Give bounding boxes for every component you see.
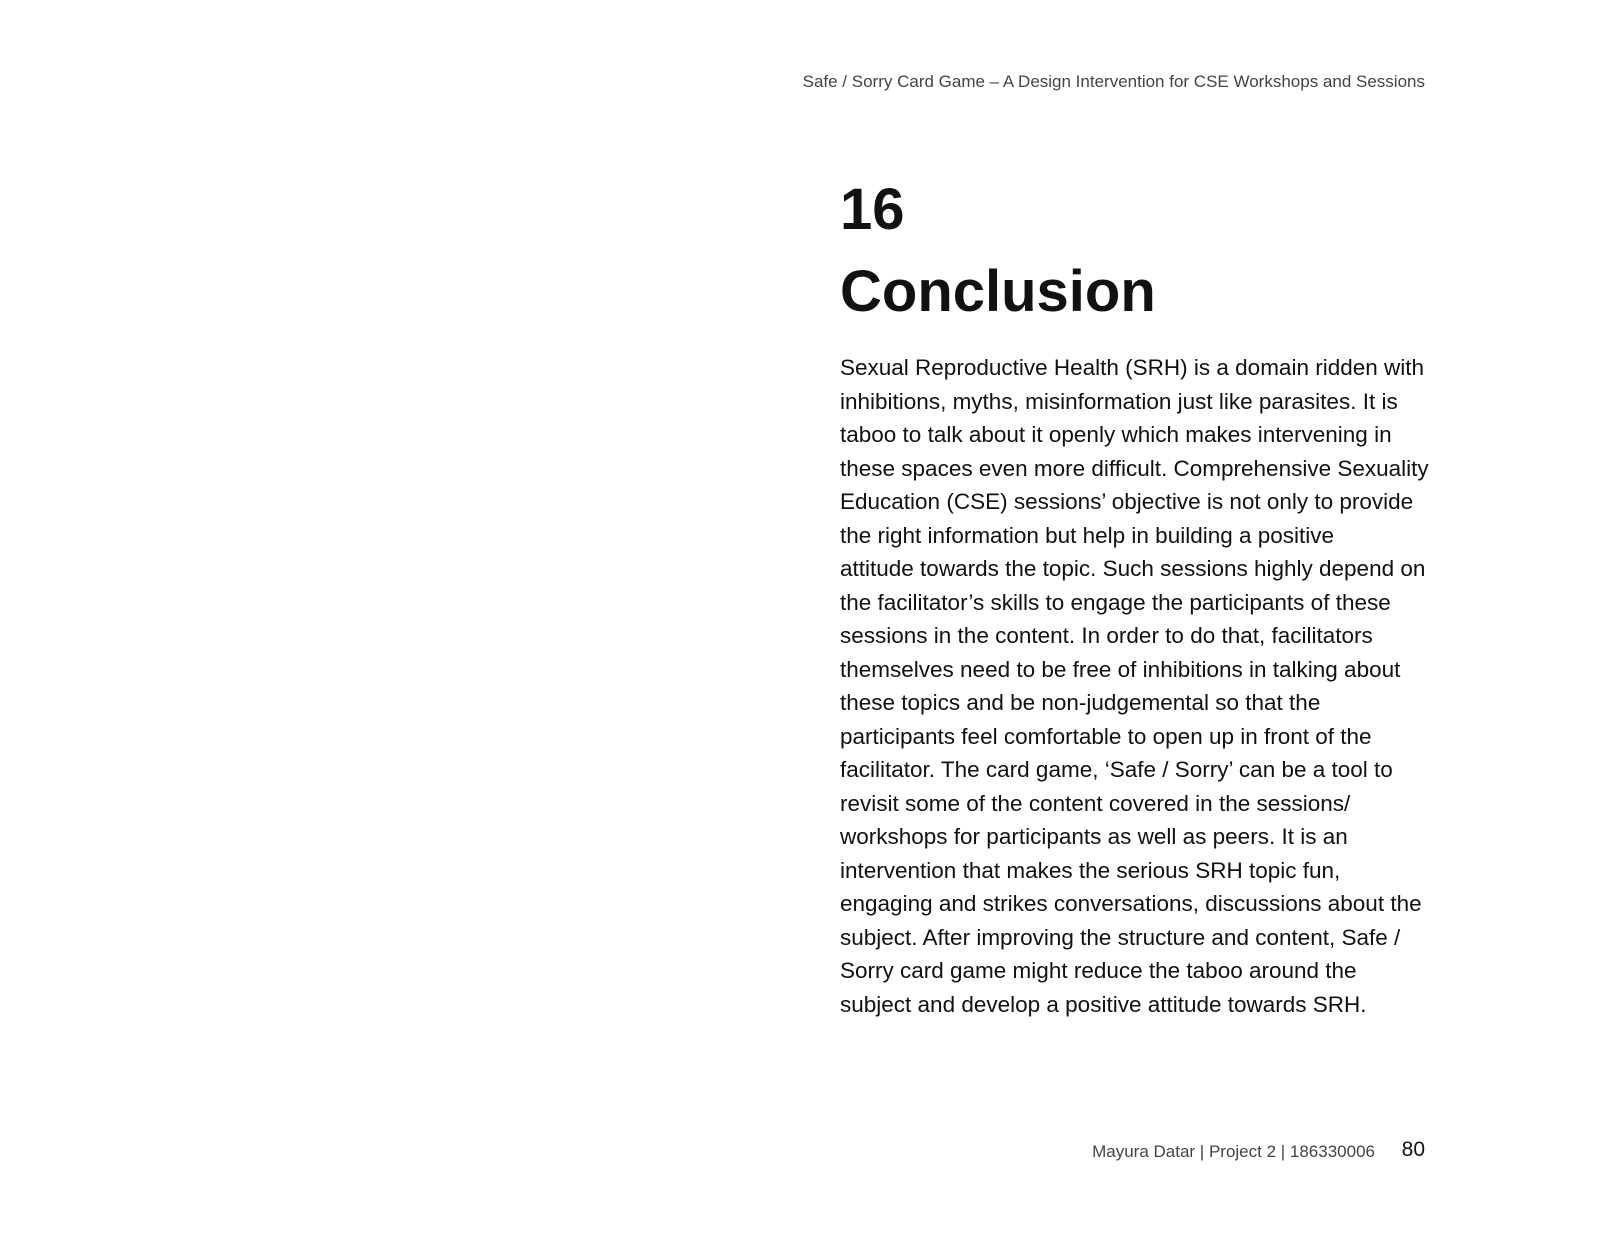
body-line: subject. After improving the structure and content, Safe / (840, 924, 1401, 950)
body-line: these spaces even more difficult. Comprehensive Sexuality (840, 455, 1429, 481)
chapter-number: 16 (840, 177, 905, 242)
body-paragraph (840, 351, 1465, 1021)
body-line: facilitator. The card game, ‘Safe / Sorry’ can be a tool to (840, 757, 1393, 782)
page-number: 80 (1401, 1138, 1425, 1161)
body-line: revisit some of the content covered in the sessions/ (840, 790, 1351, 816)
body-line: intervention that makes the serious SRH topic fun, (840, 857, 1341, 883)
body-line: taboo to talk about it openly which makes intervening in (840, 422, 1392, 447)
body-line: subject and develop a positive attitude towards SRH. (840, 991, 1367, 1017)
body-line: inhibitions, myths, misinformation just like parasites. It is (840, 388, 1398, 414)
footer-credit: Mayura Datar | Project 2 | 186330006 (1092, 1142, 1375, 1161)
body-line: attitude towards the topic. Such sessions highly depend on (840, 556, 1426, 581)
body-line: sessions in the content. In order to do that, facilitators (840, 623, 1373, 648)
chapter-title: Conclusion (840, 259, 1156, 324)
body-line: the facilitator’s skills to engage the participants of these (840, 589, 1391, 615)
body-line: Education (CSE) sessions’ objective is not only to provide (840, 489, 1414, 514)
body-line: Sexual Reproductive Health (SRH) is a domain ridden with (840, 355, 1425, 380)
body-line: workshops for participants as well as peers. It is an (840, 824, 1348, 849)
body-line: Sorry card game might reduce the taboo around the (840, 958, 1357, 983)
body-line: the right information but help in building a positive (840, 522, 1335, 548)
body-line: engaging and strikes conversations, discussions about the (840, 891, 1422, 916)
running-header: Safe / Sorry Card Game – A Design Intervention for CSE Workshops and Sessions (802, 72, 1425, 91)
body-line: these topics and be non-judgemental so that the (840, 690, 1321, 715)
body-line: themselves need to be free of inhibitions in talking about (840, 656, 1401, 682)
chapter-content (840, 175, 1465, 1021)
body-line: participants feel comfortable to open up in front of the (840, 723, 1372, 749)
